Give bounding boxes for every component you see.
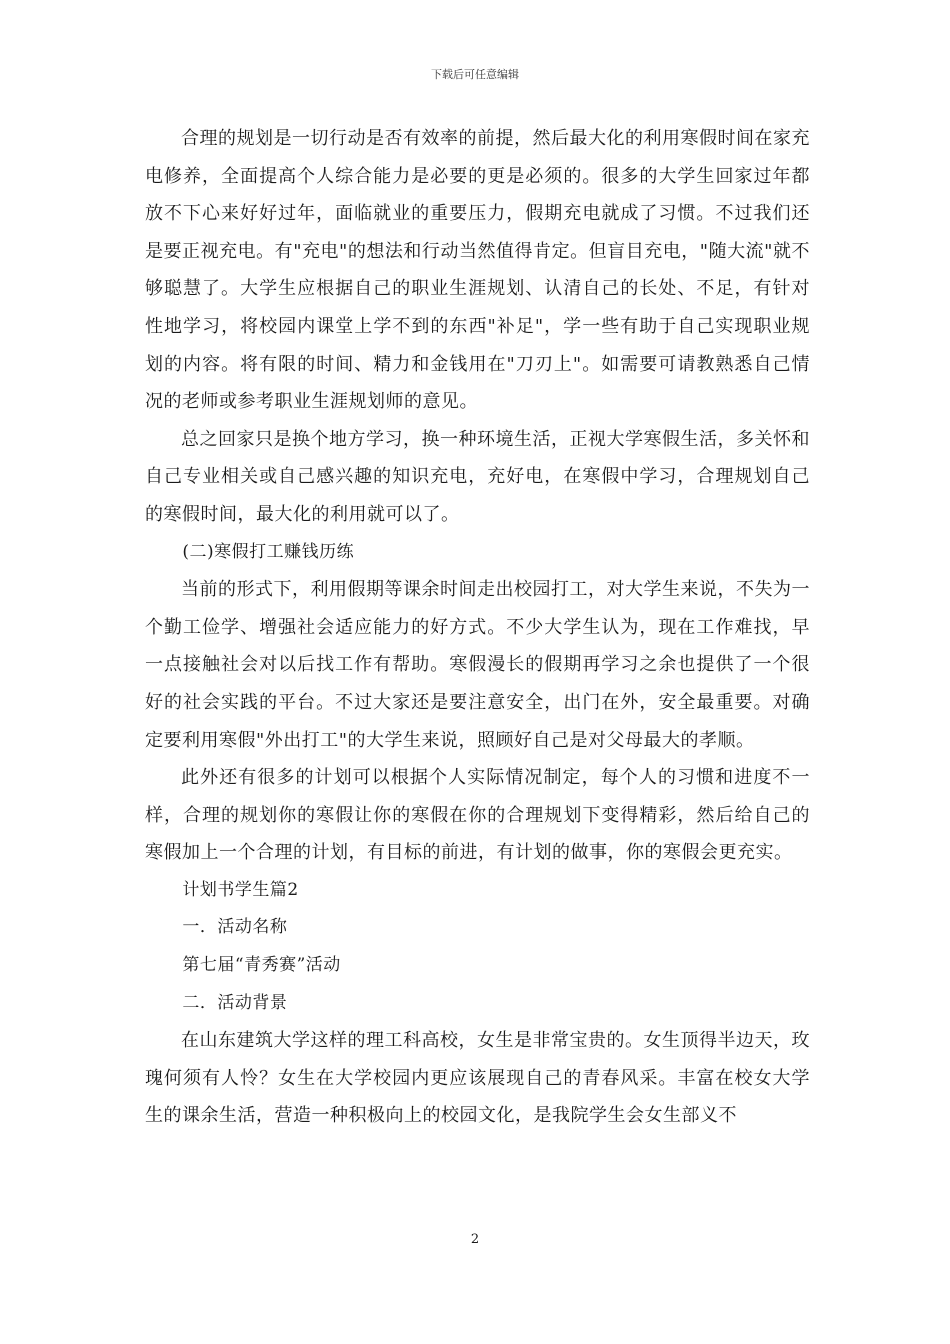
paragraph-summary: 总之回家只是换个地方学习，换一种环境生活，正视大学寒假生活，多关怀和自己专业相关或自己感兴趣的知识充电，充好电，在寒假中学习，合理规划自己的寒假时间，最大化的利用就可以了。: [145, 428, 810, 525]
section-heading-plan-2: 计划书学生篇2: [182, 879, 299, 900]
page-number: 2: [470, 1232, 480, 1247]
paragraph-other-plans: 此外还有很多的计划可以根据个人实际情况制定，每个人的习惯和进度不一样，合理的规划你的寒假让你的寒假在你的合理规划下变得精彩，然后给自己的寒假加上一个合理的计划，有目标的前进，有计划的做事，你的寒假会更充实。: [145, 767, 810, 864]
document-body: [145, 120, 810, 1135]
paragraph-part-time-work: 当前的形式下，利用假期等课余时间走出校园打工，对大学生来说，不失为一个勤工俭学、增强社会适应能力的好方式。不少大学生认为，现在工作难找，早一点接触社会对以后找工作有帮助。寒假漫长的假期再学习之余也提供了一个很好的社会实践的平台。不过大家还是要注意安全，出门在外，安全最重要。对确定要利用寒假"外出打工"的大学生来说，照顾好自己是对父母最大的孝顺。: [145, 579, 810, 751]
page-header-note: 下载后可任意编辑: [431, 68, 519, 81]
activity-name-value: 第七届“青秀赛”活动: [182, 955, 341, 976]
section-heading-winter-work: (二)寒假打工赚钱历练: [182, 541, 355, 562]
paragraph-background: 在山东建筑大学这样的理工科高校，女生是非常宝贵的。女生顶得半边天，玫瑰何须有人怜？女生在大学校园内更应该展现自己的青春风采。丰富在校女大学生的课余生活，营造一种积极向上的校园文化，是我院学生会女生部义不: [145, 1030, 810, 1127]
section-heading-activity-name: 一．活动名称: [182, 917, 288, 938]
section-heading-activity-background: 二．活动背景: [182, 992, 288, 1013]
paragraph-planning: 合理的规划是一切行动是否有效率的前提，然后最大化的利用寒假时间在家充电修养，全面提高个人综合能力是必要的更是必须的。很多的大学生回家过年都放不下心来好好过年，面临就业的重要压力，假期充电就成了习惯。不过我们还是要正视充电。有"充电"的想法和行动当然值得肯定。但盲目充电，"随大流"就不够聪慧了。大学生应根据自己的职业生涯规划、认清自己的长处、不足，有针对性地学习，将校园内课堂上学不到的东西"补足"，学一些有助于自己实现职业规划的内容。将有限的时间、精力和金钱用在"刀刃上"。如需要可请教熟悉自己情况的老师或参考职业生涯规划师的意见。: [145, 128, 810, 413]
